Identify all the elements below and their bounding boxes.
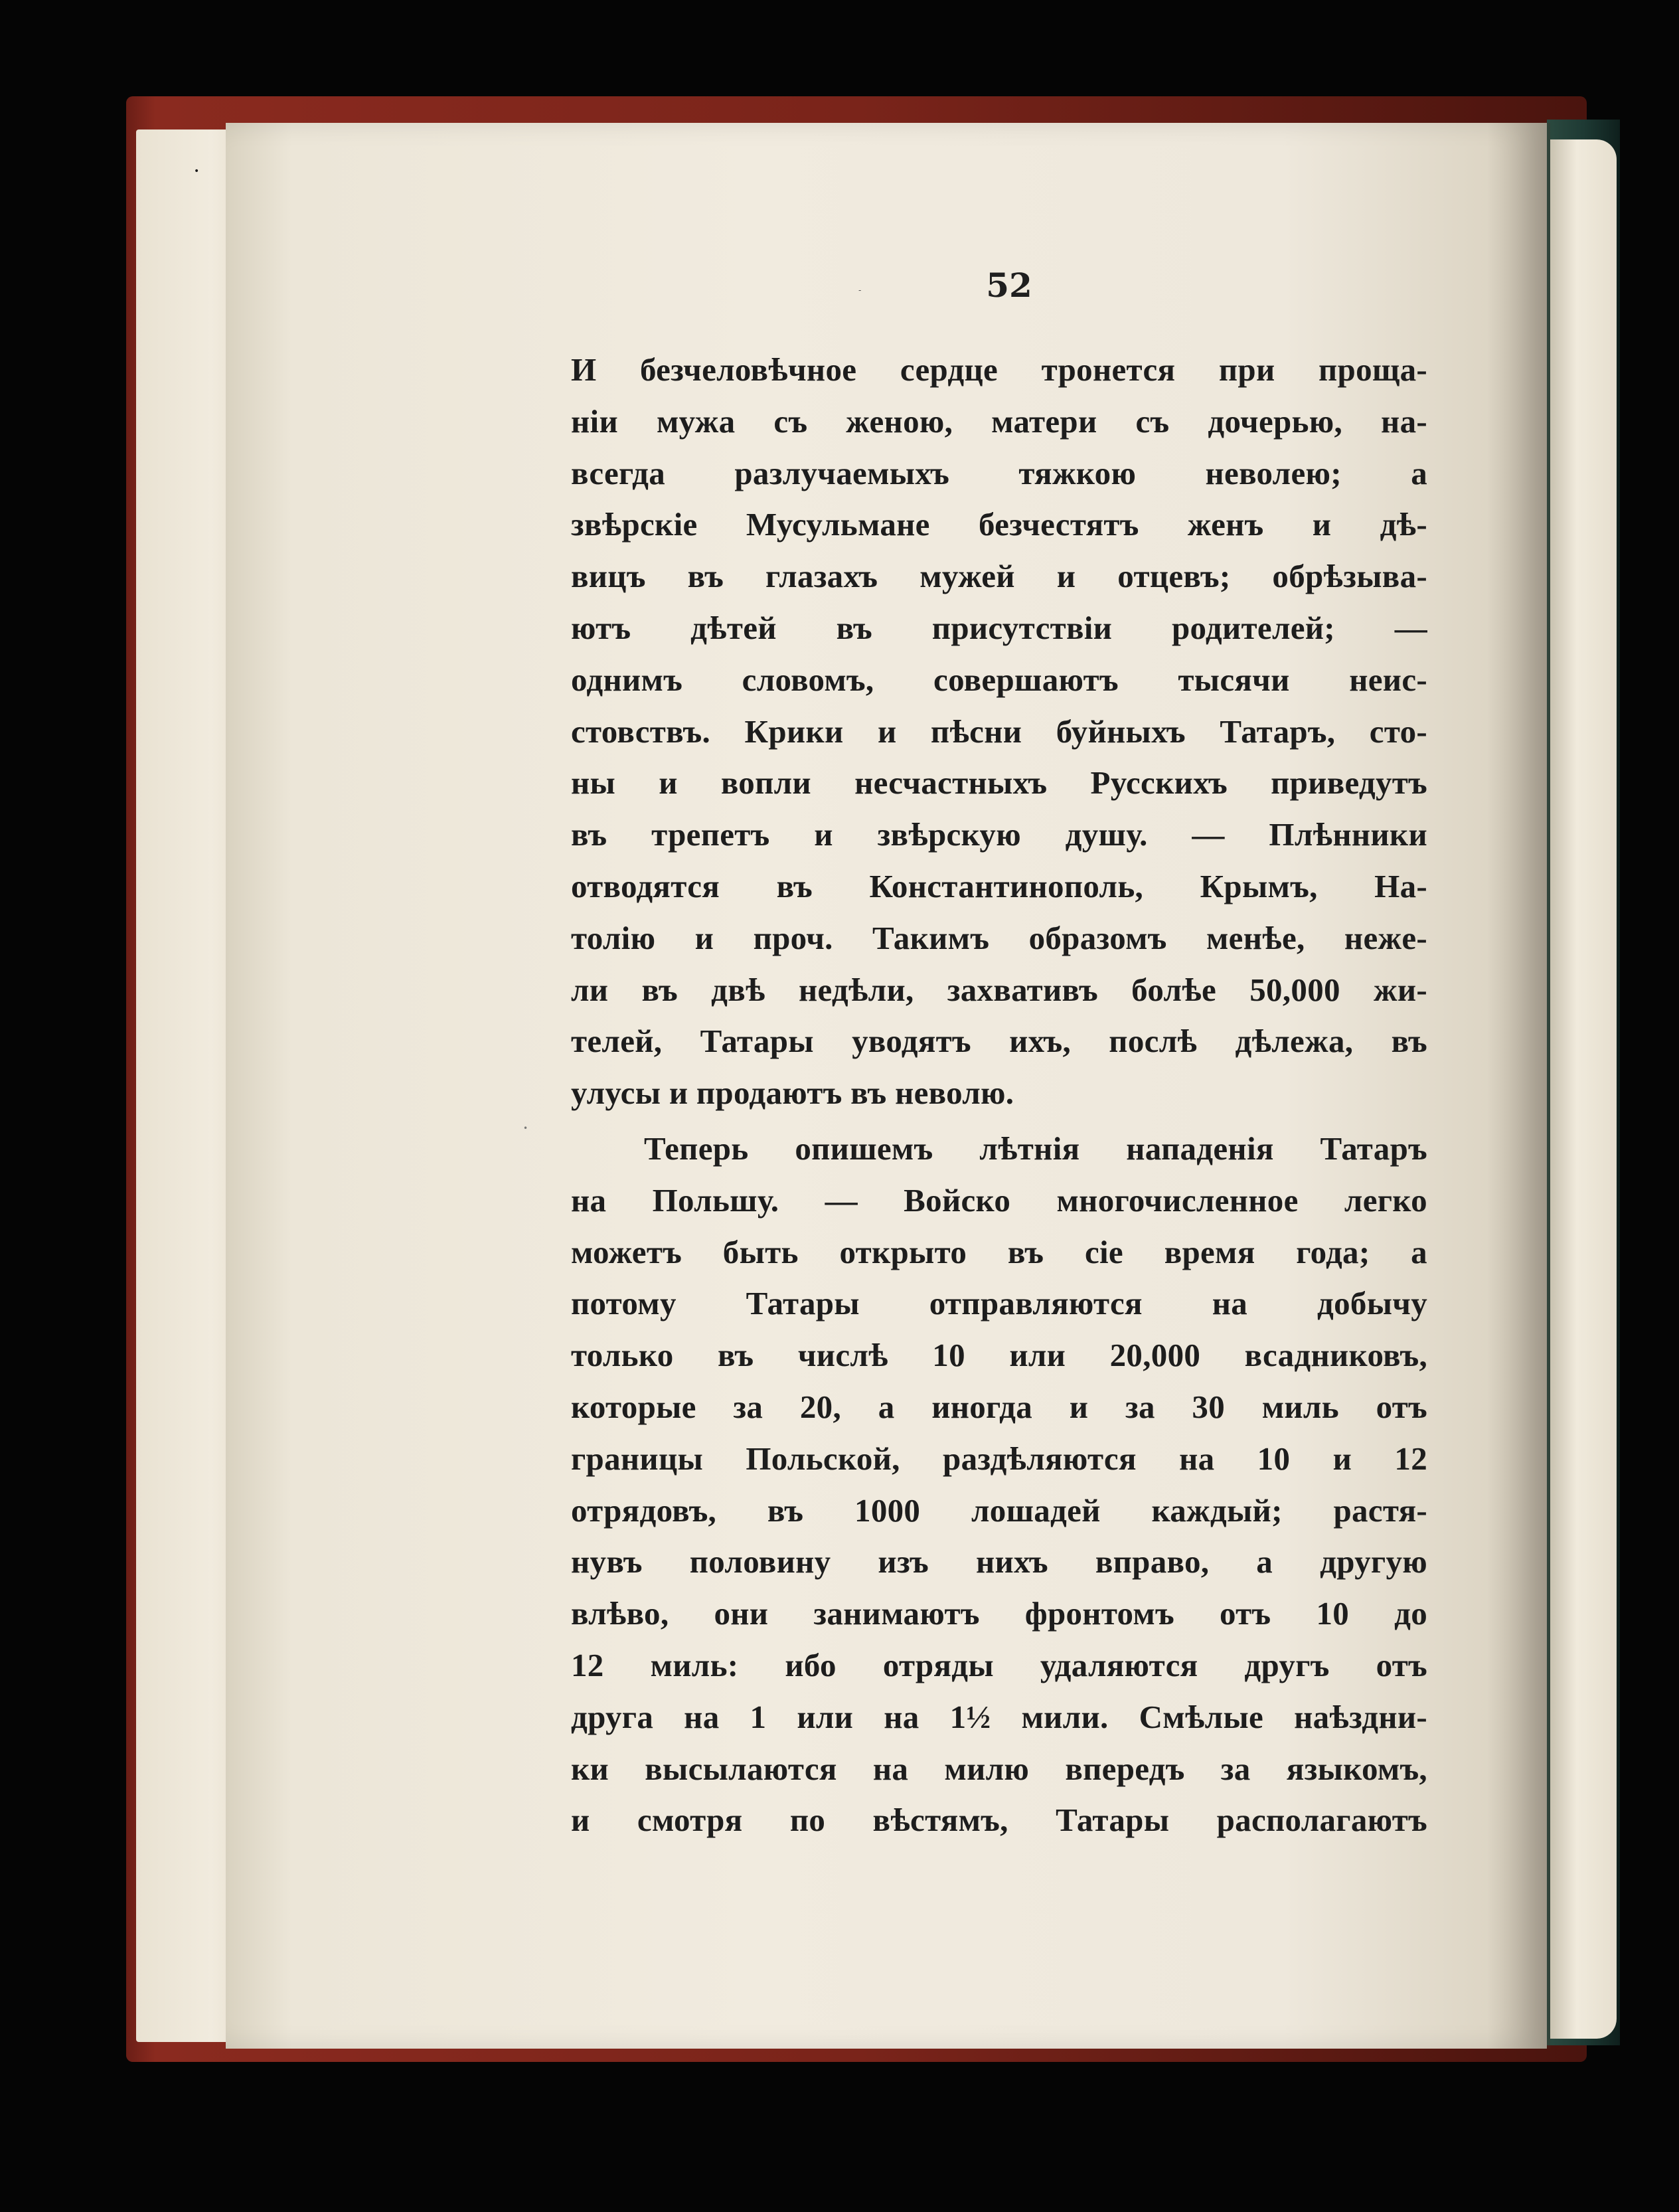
text-line: ютъ дѣтей въ присутствіи родителей; — — [571, 609, 1427, 646]
text-line: толію и проч. Такимъ образомъ менѣе, нежe- — [571, 919, 1427, 956]
text-line: которые за 20, а иногда и за 30 миль отъ — [571, 1388, 1427, 1425]
text-line: Теперь опишемъ лѣтнія нападенія Татаръ — [644, 1130, 1427, 1167]
text-line: потому Татары отправляются на добычу — [571, 1285, 1427, 1322]
text-line: звѣрскіе Мусульмане безчестятъ женъ и дѣ- — [571, 506, 1427, 543]
text-line: И безчеловѣчное сердце тронется при проща- — [571, 351, 1427, 388]
text-line: границы Польской, раздѣляются на 10 и 12 — [571, 1440, 1427, 1477]
text-line: нувъ половину изъ нихъ вправо, а другую — [571, 1543, 1427, 1580]
text-line: ли въ двѣ недѣли, захвативъ болѣе 50,000 жи- — [571, 971, 1427, 1008]
page-number: 52 — [986, 266, 1032, 305]
text-line: только въ числѣ 10 или 20,000 всадниковъ, — [571, 1337, 1427, 1374]
text-line: всегда разлучаемыхъ тяжкою неволею; а — [571, 454, 1427, 491]
text-line: въ трепетъ и звѣрскую душу. — Плѣнники — [571, 816, 1427, 853]
text-line: на Польшу. — Войско многочисленное легко — [571, 1181, 1427, 1219]
text-line: ны и вопли несчастныхъ Русскихъ приведутъ — [571, 764, 1427, 802]
text-line: влѣво, они занимаютъ фронтомъ отъ 10 до — [571, 1595, 1427, 1632]
paragraph-2 — [571, 1123, 1427, 1846]
speck-mark: • — [194, 166, 200, 177]
speck-mark: - — [858, 286, 862, 295]
text-line: ки высылаются на милю впередъ за языкомъ, — [571, 1750, 1427, 1787]
text-line: можетъ быть открыто въ сіе время года; а — [571, 1233, 1427, 1270]
text-line: телей, Татары уводятъ ихъ, послѣ дѣлежа, въ — [571, 1023, 1427, 1060]
text-line: стовствъ. Крики и пѣсни буйныхъ Татаръ, сто- — [571, 713, 1427, 750]
text-line: отрядовъ, въ 1000 лошадей каждый; растя- — [571, 1491, 1427, 1529]
paragraph-1 — [571, 344, 1427, 1119]
right-page-edge — [1550, 139, 1617, 2039]
gutter-shadow — [1487, 123, 1550, 2049]
text-line: вицъ въ глазахъ мужей и отцевъ; обрѣзыва- — [571, 558, 1427, 595]
text-line: однимъ словомъ, совершаютъ тысячи неис- — [571, 661, 1427, 698]
text-line: друга на 1 или на 1½ мили. Смѣлые наѣздни- — [571, 1698, 1427, 1735]
text-line: улусы и продаютъ въ неволю. — [571, 1074, 1014, 1112]
text-line: и смотря по вѣстямъ, Татары располагаютъ — [571, 1802, 1427, 1839]
speck-mark: • — [523, 1124, 528, 1133]
page-text — [571, 344, 1427, 1846]
text-line: отводятся въ Константинополь, Крымъ, На- — [571, 867, 1427, 904]
text-line: ніи мужа съ женою, матери съ дочерью, на- — [571, 402, 1427, 440]
text-line: 12 миль: ибо отряды удаляются другъ отъ — [571, 1646, 1427, 1683]
